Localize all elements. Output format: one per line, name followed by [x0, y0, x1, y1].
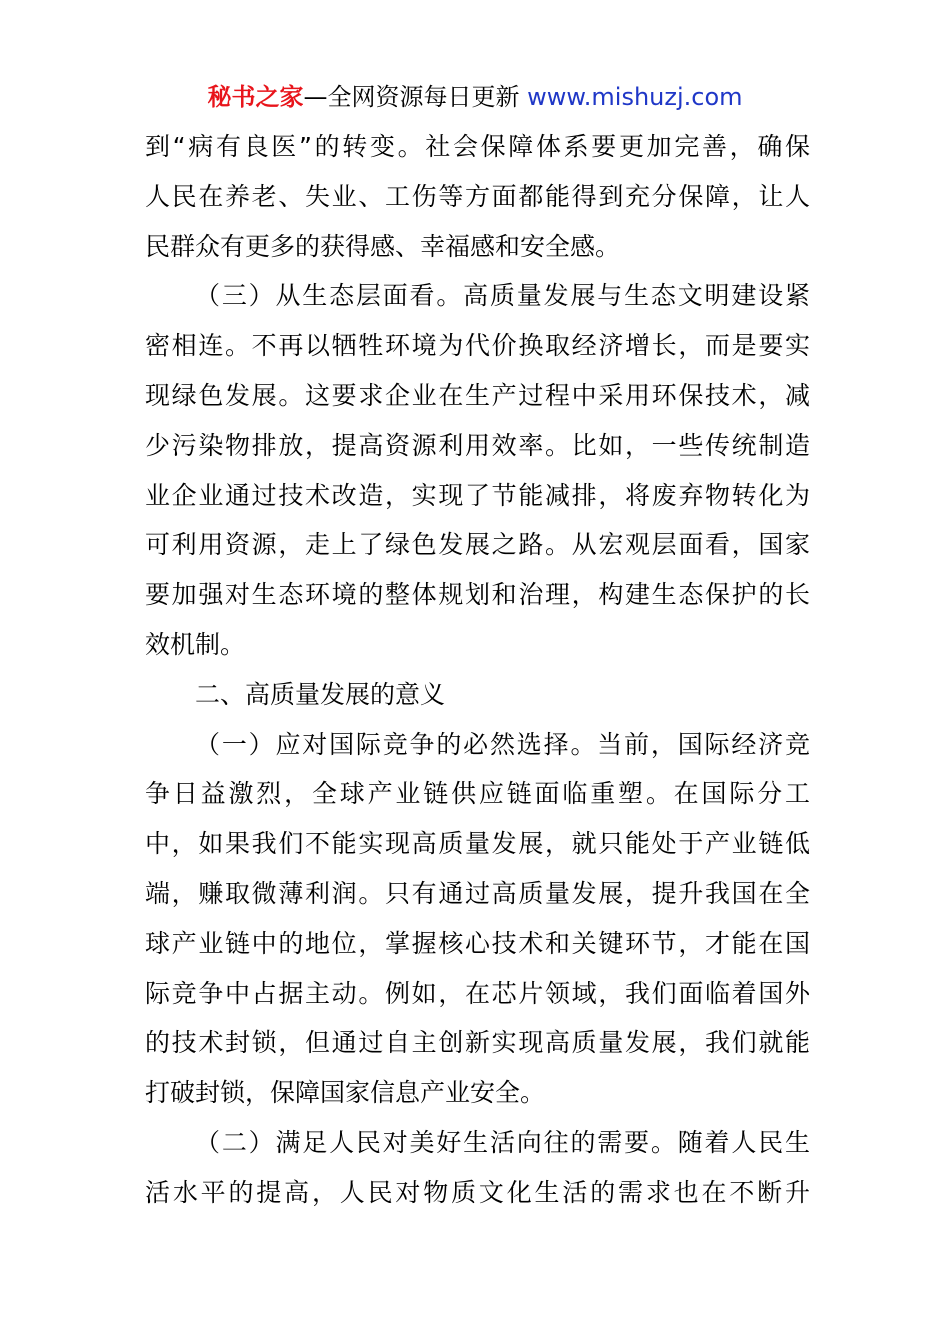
paragraph-line: 的技术封锁，但通过自主创新实现高质量发展，我们就能: [145, 1028, 810, 1058]
paragraph-line: 效机制。: [145, 629, 246, 659]
paragraph-line: 可利用资源，走上了绿色发展之路。从宏观层面看，国家: [145, 530, 810, 560]
brand-name: 秘书之家: [207, 83, 304, 111]
paragraph-line: （二）满足人民对美好生活向往的需要。随着人民生: [195, 1127, 810, 1157]
document-body: [145, 122, 810, 1218]
paragraph-line: 要加强对生态环境的整体规划和治理，构建生态保护的长: [145, 580, 810, 610]
paragraph-line: 到“病有良医”的转变。社会保障体系要更加完善，确保: [145, 132, 810, 161]
header-tagline: —全网资源每日更新: [303, 83, 528, 111]
paragraph-line: 密相连。不再以牺牲环境为代价换取经济增长，而是要实: [145, 331, 810, 361]
paragraph-line: 现绿色发展。这要求企业在生产过程中采用环保技术，减: [145, 380, 810, 410]
paragraph-line: （三）从生态层面看。高质量发展与生态文明建设紧: [195, 281, 810, 311]
paragraph-line: 业企业通过技术改造，实现了节能减排，将废弃物转化为: [145, 480, 810, 510]
paragraph-line: 际竞争中占据主动。例如，在芯片领域，我们面临着国外: [145, 978, 810, 1008]
paragraph-line: 端，赚取微薄利润。只有通过高质量发展，提升我国在全: [145, 878, 810, 908]
paragraph-line: （一）应对国际竞争的必然选择。当前，国际经济竞: [195, 729, 810, 759]
paragraph-line: 打破封锁，保障国家信息产业安全。: [145, 1078, 546, 1108]
page-header: [0, 80, 950, 114]
paragraph-line: 争日益激烈，全球产业链供应链面临重塑。在国际分工: [145, 779, 810, 809]
site-url[interactable]: www.mishuzj.com: [527, 83, 743, 111]
paragraph-line: 民群众有更多的获得感、幸福感和安全感。: [145, 231, 621, 261]
paragraph-line: 人民在养老、失业、工伤等方面都能得到充分保障，让人: [145, 181, 810, 211]
paragraph-line: 少污染物排放，提高资源利用效率。比如，一些传统制造: [145, 430, 810, 460]
paragraph-line: 球产业链中的地位，掌握核心技术和关键环节，才能在国: [145, 928, 810, 958]
section-heading: 二、高质量发展的意义: [195, 679, 446, 709]
paragraph-line: 活水平的提高，人民对物质文化生活的需求也在不断升: [145, 1177, 810, 1207]
paragraph-line: 中，如果我们不能实现高质量发展，就只能处于产业链低: [145, 829, 810, 859]
